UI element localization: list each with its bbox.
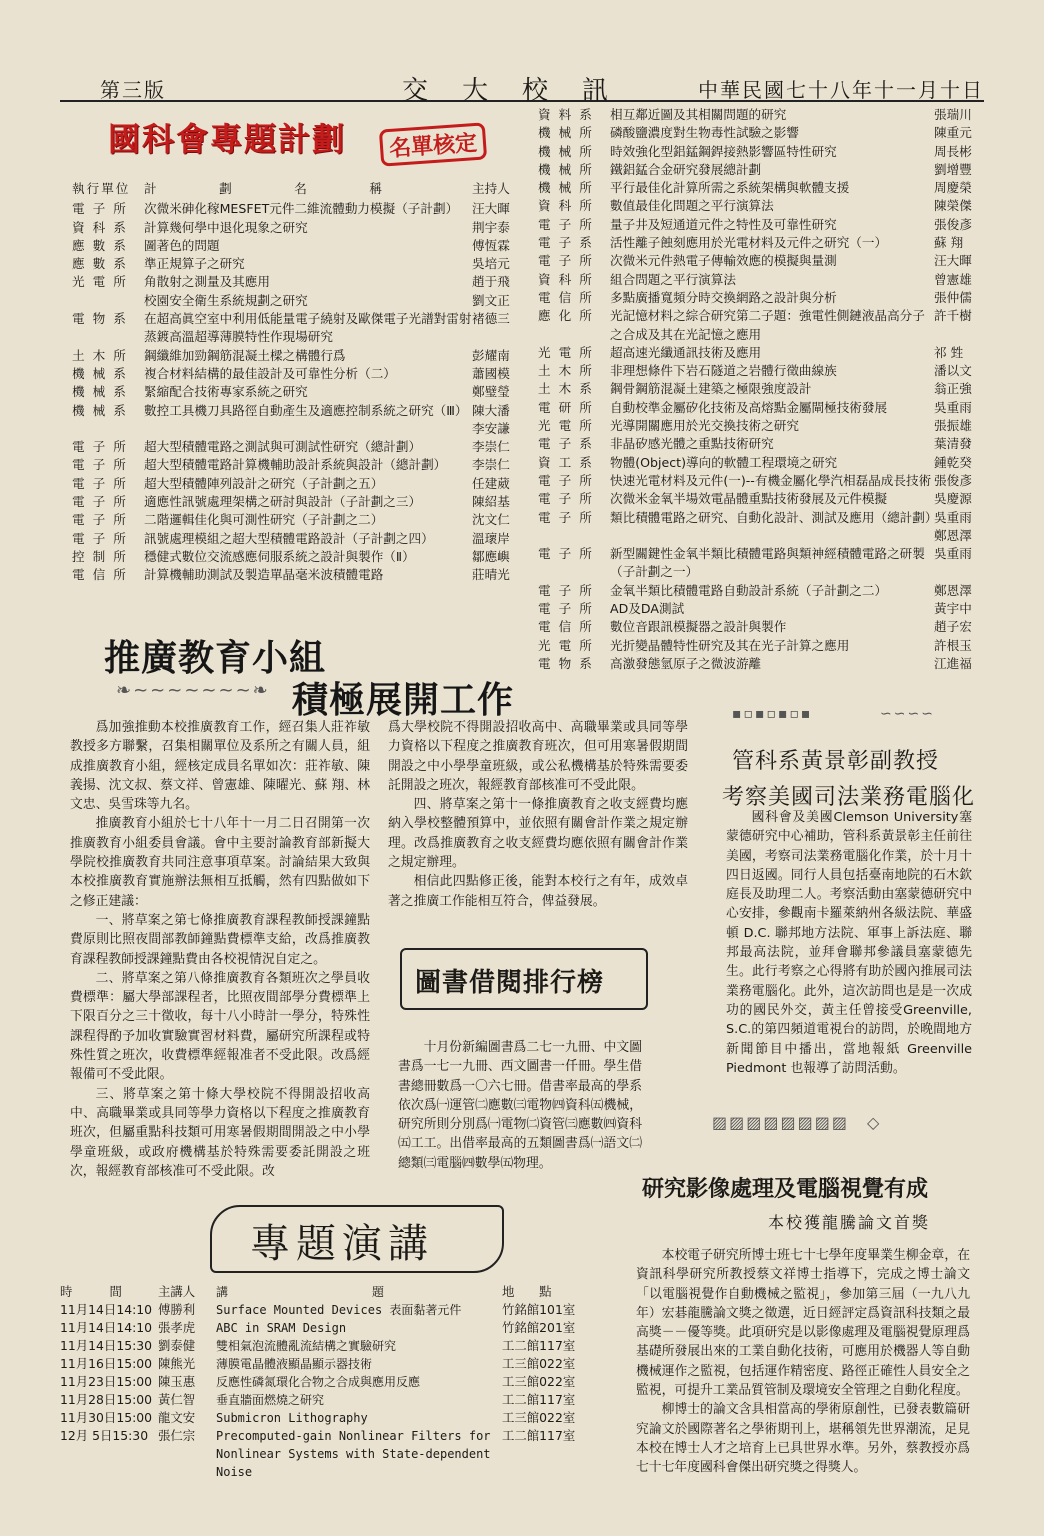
col-head-plan-2: 劃 bbox=[219, 181, 232, 196]
table-row bbox=[538, 307, 986, 344]
plan-cell: 數位音跟訊模擬器之設計與製作 bbox=[610, 619, 787, 635]
unit-cell: 應 數 系 bbox=[72, 237, 128, 253]
unit-cell: 機 械 所 bbox=[538, 161, 594, 177]
table-row bbox=[72, 493, 524, 511]
unit-cell: 資 科 系 bbox=[72, 219, 128, 235]
promo-para: 四、將草案之第十一條推廣教育之收支經費均應納入學校整體預算中，並依照有關會計作業之規定辦理。改爲推廣教育之收支經費均應依照有關會計作業之規定辦理。 bbox=[388, 797, 688, 871]
huang-title-2: 考察美國司法業務電腦化 bbox=[722, 785, 976, 810]
plan-cell: 快速光電材料及元件(一)--有機金屬化學汽相磊晶成長技術 bbox=[610, 472, 932, 488]
pi-cell: 溫瓌岸 bbox=[472, 530, 510, 546]
plan-cell: 鋼骨鋼筋混凝土建築之極限強度設計 bbox=[610, 381, 812, 397]
unit-cell: 機 械 所 bbox=[538, 180, 594, 196]
plan-cell: 角散射之測量及其應用 bbox=[144, 274, 270, 290]
pi-cell: 祁 甡 bbox=[934, 344, 964, 360]
table-row bbox=[72, 548, 524, 566]
col-head-pi: 主持人 bbox=[472, 181, 510, 196]
table-row bbox=[72, 273, 524, 291]
lectures-table bbox=[60, 1283, 588, 1481]
promo-ornament: ❧~~~~~~~❧ bbox=[116, 680, 270, 701]
table-row bbox=[72, 456, 524, 474]
plan-cell: 超大型積體電路之測試與可測試性研究（總計劃） bbox=[144, 439, 422, 455]
image-research-title: 研究影像處理及電腦視覺有成 bbox=[642, 1177, 929, 1202]
pi-cell: 許根玉 bbox=[934, 637, 972, 653]
plan-cell bbox=[144, 420, 472, 438]
lecture-topic: Surface Mounted Devices 表面黏著元件 bbox=[216, 1303, 462, 1317]
unit-cell: 機 械 系 bbox=[72, 402, 128, 418]
col-head-plan-4: 稱 bbox=[369, 181, 382, 196]
table-row bbox=[538, 618, 986, 636]
plan-cell: 非理想條件下岩石隧道之岩體行徵曲線族 bbox=[610, 363, 837, 379]
pi-cell: 鄭恩澤 bbox=[934, 582, 972, 598]
unit-cell: 電 子 所 bbox=[538, 601, 594, 617]
table-row bbox=[538, 454, 986, 472]
col-head-plan-1: 計 bbox=[144, 181, 157, 196]
plan-cell: 在超高眞空室中利用低能量電子繞射及歐傑電子光譜對雷射蒸鍍高溫超導薄膜特性作現場研究 bbox=[144, 311, 472, 345]
nsc-table-left bbox=[72, 180, 524, 585]
table-row bbox=[538, 545, 986, 582]
table-row bbox=[538, 289, 986, 307]
table-row bbox=[538, 490, 986, 508]
unit-cell: 電 子 所 bbox=[72, 439, 128, 455]
pi-cell: 周長彬 bbox=[934, 143, 972, 159]
table-row bbox=[538, 124, 986, 142]
lecture-row bbox=[60, 1427, 588, 1481]
plan-cell: 超大型積體電路計算機輔助設計系統與設計（總計劃） bbox=[144, 457, 447, 473]
plan-cell: 金氧半類比積體電路自動設計系統（子計劃之二） bbox=[610, 582, 888, 598]
lecture-time: 11月14日15:30 bbox=[60, 1338, 153, 1353]
plan-cell: 物體(Object)導向的軟體工程環境之研究 bbox=[610, 454, 838, 470]
nsc-table-header bbox=[72, 180, 524, 198]
table-row bbox=[538, 417, 986, 435]
promo-para: 爲加強推動本校推廣教育工作，經召集人莊祚敏教授多方聯繫，召集相關單位及系所之有關人員，組成推廣教育小組，經核定成員名單如次：莊祚敏、陳義揚、沈文叔、蔡文祥、曾憲雄、陳曜光、蘇 翔、林文忠、吳雪珠等九名。 bbox=[70, 720, 370, 813]
pi-cell: 莊晴光 bbox=[472, 567, 510, 583]
issue-date: 中華民國七十八年十一月十日 bbox=[698, 78, 984, 102]
pi-cell: 陳大潘 bbox=[472, 402, 510, 418]
unit-cell: 土 木 系 bbox=[538, 381, 594, 397]
lecture-time: 11月28日15:00 bbox=[60, 1392, 153, 1407]
pi-cell: 李安謙 bbox=[472, 420, 510, 436]
pi-cell: 沈文仁 bbox=[472, 512, 510, 528]
pi-cell: 曾憲雄 bbox=[934, 271, 972, 287]
lecture-place: 工三館022室 bbox=[502, 1356, 576, 1371]
unit-cell: 電 子 所 bbox=[538, 582, 594, 598]
pi-cell: 汪大暉 bbox=[934, 253, 972, 269]
lecture-place: 工二館117室 bbox=[502, 1428, 576, 1443]
huang-title-1: 管科系黃景彰副教授 bbox=[732, 749, 940, 774]
pi-cell: 陳紹基 bbox=[472, 494, 510, 510]
table-row bbox=[538, 197, 986, 215]
promo-col-1 bbox=[70, 718, 370, 1181]
lecture-place: 工二館117室 bbox=[502, 1338, 576, 1353]
image-research-body bbox=[636, 1246, 970, 1478]
unit-cell: 電 子 所 bbox=[72, 512, 128, 528]
page-header bbox=[60, 70, 984, 106]
lecture-topic: ABC in SRAM Design bbox=[216, 1321, 347, 1335]
table-row bbox=[72, 420, 524, 438]
unit-cell: 機 械 所 bbox=[538, 143, 594, 159]
section-divider: ▨▨▨▨▨▨▨▨ ◇ bbox=[712, 1113, 882, 1132]
pi-cell: 彭耀南 bbox=[472, 347, 510, 363]
plan-cell: 相互鄰近圖及其相關問題的研究 bbox=[610, 107, 787, 122]
unit-cell: 電 子 所 bbox=[72, 457, 128, 473]
unit-cell: 光 電 所 bbox=[538, 344, 594, 360]
table-row bbox=[538, 106, 986, 124]
unit-cell: 電 信 所 bbox=[72, 567, 128, 583]
plan-cell: 光記憶材料之綜合研究第二子題：強電性側鏈液晶高分子之合成及其在光記憶之應用 bbox=[610, 308, 925, 342]
huang-ornament-right: ∽∽∽∽ bbox=[880, 706, 935, 722]
unit-cell: 應 化 所 bbox=[538, 308, 594, 324]
unit-cell: 電 子 所 bbox=[538, 509, 594, 525]
plan-cell: 活性離子蝕刻應用於光電材料及元件之研究（一） bbox=[610, 235, 888, 251]
pi-cell: 李崇仁 bbox=[472, 457, 510, 473]
promo-para: 二、將草案之第八條推廣教育各類班次之學員收費標準：屬大學部課程者，比照夜間部學分費標準上下限百分之三十徵收，每十八小時計一學分，特殊性課程得酌予加收實驗實習材料費，屬研究所課程或特殊性質之班次，收費標準經報准者不受此限。改爲經報備可不受此限。 bbox=[70, 970, 370, 1083]
lecture-time: 11月30日15:00 bbox=[60, 1410, 153, 1425]
pi-cell: 褚德三 bbox=[472, 311, 510, 327]
plan-cell: 複合材料結構的最佳設計及可靠性分析（二） bbox=[144, 365, 396, 381]
plan-cell: 鐵鋁錳合金研究發展總計劃 bbox=[610, 161, 762, 177]
pi-cell: 蘇 翔 bbox=[934, 235, 964, 251]
pi-cell: 潘以文 bbox=[934, 363, 972, 379]
plan-cell: 穩健式數位交流感應伺服系統之設計與製作（Ⅱ） bbox=[144, 548, 415, 564]
lecture-time: 11月14日14:10 bbox=[60, 1302, 153, 1317]
table-row bbox=[72, 475, 524, 493]
unit-cell: 土 木 所 bbox=[538, 363, 594, 379]
plan-cell: 組合問題之平行演算法 bbox=[610, 271, 736, 287]
plan-cell: 超高速光纖通訊技術及應用 bbox=[610, 344, 762, 360]
promo-title-1: 推廣教育小組 bbox=[104, 638, 327, 679]
table-row bbox=[538, 637, 986, 655]
huang-text: 國科會及美國Clemson University塞蒙德研究中心補助，管科系黃景彰主任前往美國，考察司法業務電腦化作業，於十月十四日返國。同行人員包括臺南地院的石木欽庭長及助理二人。考察活動由塞蒙德研究中心安排，參觀南卡羅萊納州各級法院、華盛頓 D.C. 聯邦地方法院、軍事上訴法庭、聯邦最高法院，並拜會聯邦參議員塞蒙德先生。此行考察之心得將有助於國內推展司法業務電腦化。此外，這次訪問也是是一次成功的國民外交，黃主任曾接受Greenville, S.C.的第四頻道電視台的訪問，於晚間地方新聞節目中播出，當地報紙 Greenville Piedmont 也報導了訪問活動。 bbox=[726, 810, 972, 1076]
unit-cell: 電 子 所 bbox=[538, 491, 594, 507]
lecture-row bbox=[60, 1373, 588, 1391]
lecture-time: 11月14日14:10 bbox=[60, 1320, 153, 1335]
library-text: 十月份新編圖書爲二七一九冊、中文圖書爲一七一九冊、西文圖書一仟冊。學生借書總冊數爲一〇六七冊。借書率最高的學系依次爲㈠運管㈡應數㈢電物㈣資科㈤機械，研究所則分別爲㈠電物㈡資管㈢應數㈣資科㈤工工。出借率最高的五類圖書爲㈠語文㈡總類㈢電腦㈣數學㈤物理。 bbox=[398, 1040, 642, 1171]
table-row bbox=[538, 600, 986, 618]
unit-cell: 電 子 所 bbox=[538, 216, 594, 232]
pi-cell: 鄭璧瑩 bbox=[472, 384, 510, 400]
lecture-speaker: 陳玉惠 bbox=[158, 1374, 196, 1389]
table-row bbox=[538, 472, 986, 490]
plan-cell: 鋼纖維加勁鋼筋混凝土樑之構體行爲 bbox=[144, 347, 346, 363]
table-row bbox=[72, 530, 524, 548]
promo-col-2 bbox=[388, 718, 688, 911]
pi-cell: 張俊彥 bbox=[934, 216, 972, 232]
unit-cell: 光 電 所 bbox=[72, 274, 128, 290]
plan-cell: 圖著色的問題 bbox=[144, 237, 220, 253]
head-place: 地 點 bbox=[502, 1284, 552, 1299]
table-row bbox=[538, 161, 986, 179]
table-row bbox=[72, 237, 524, 255]
lecture-topic: 雙相氣泡流體亂流結構之實驗研究 bbox=[216, 1339, 397, 1353]
pi-cell: 吳培元 bbox=[472, 256, 510, 272]
nsc-table-right bbox=[538, 106, 986, 673]
col-head-plan bbox=[144, 180, 472, 198]
table-row bbox=[72, 438, 524, 456]
plan-cell: 次微米元件熱電子傳輸效應的模擬與量測 bbox=[610, 253, 837, 269]
lecture-speaker: 龍文安 bbox=[158, 1410, 196, 1425]
unit-cell bbox=[72, 292, 144, 310]
lecture-speaker: 張仁宗 bbox=[158, 1428, 196, 1443]
pi-cell: 吳重雨 bbox=[934, 546, 972, 562]
pi-cell: 黃宇中 bbox=[934, 601, 972, 617]
unit-cell bbox=[72, 420, 144, 438]
table-row bbox=[538, 179, 986, 197]
pi-cell: 張瑞川 bbox=[934, 107, 972, 122]
col-head-unit: 執行單位 bbox=[72, 181, 131, 196]
table-row bbox=[538, 435, 986, 453]
lecture-speaker: 劉泰健 bbox=[158, 1338, 196, 1353]
image-research-para: 柳博士的論文含具相當高的學術原創性，已發表數篇研究論文於國際著名之學術期刊上，堪稱領先世界潮流，足見本校在博士人才之培育上已具世界水準。另外，蔡教授亦爲七十七年度國科會傑出研究獎之得獎人。 bbox=[636, 1402, 970, 1476]
plan-cell: 準正規算子之研究 bbox=[144, 256, 245, 272]
table-row bbox=[72, 310, 524, 347]
pi-cell: 葉清發 bbox=[934, 436, 972, 452]
table-row bbox=[538, 252, 986, 270]
unit-cell: 電 物 系 bbox=[538, 655, 594, 671]
lecture-topic: 薄膜電晶體液顯晶顯示器技術 bbox=[216, 1357, 373, 1371]
lectures-title: 專題演講 bbox=[250, 1221, 434, 1267]
plan-cell: 數值最佳化問題之平行演算法 bbox=[610, 198, 774, 214]
pi-cell: 趙于飛 bbox=[472, 274, 510, 290]
promo-para: 一、將草案之第七條推廣教育課程教師授課鐘點費原則比照夜間部教師鐘點費標準支給，改爲推廣教育課程教師授課鐘點費由各校視情況自定之。 bbox=[70, 912, 370, 967]
plan-cell: 光導開關應用於光交換技術之研究 bbox=[610, 418, 799, 434]
unit-cell: 機 械 系 bbox=[72, 365, 128, 381]
plan-cell: 計算幾何學中退化現象之研究 bbox=[144, 219, 308, 235]
head-time: 時 間 bbox=[60, 1284, 122, 1299]
unit-cell: 土 木 所 bbox=[72, 347, 128, 363]
lecture-place: 工三館022室 bbox=[502, 1374, 576, 1389]
unit-cell: 資 料 系 bbox=[538, 107, 594, 122]
pi-cell: 吳慶源 bbox=[934, 491, 972, 507]
unit-cell: 資 工 系 bbox=[538, 454, 594, 470]
unit-cell: 電 信 所 bbox=[538, 289, 594, 305]
pi-cell: 翁正強 bbox=[934, 381, 972, 397]
plan-cell bbox=[610, 527, 934, 545]
unit-cell: 光 電 所 bbox=[538, 418, 594, 434]
table-row bbox=[72, 219, 524, 237]
plan-cell: AD及DA測試 bbox=[610, 601, 685, 617]
lecture-place: 竹銘館201室 bbox=[502, 1320, 576, 1335]
table-row bbox=[72, 292, 524, 310]
table-row bbox=[538, 143, 986, 161]
plan-cell: 光折變晶體特性研究及其在光子計算之應用 bbox=[610, 637, 850, 653]
lecture-place: 竹銘館101室 bbox=[502, 1302, 576, 1317]
library-title: 圖書借閱排行榜 bbox=[415, 968, 605, 998]
plan-cell: 緊縮配合技術專家系統之研究 bbox=[144, 384, 308, 400]
pi-cell: 吳重雨 bbox=[934, 509, 972, 525]
pi-cell: 陳重元 bbox=[934, 125, 972, 141]
pi-cell: 李崇仁 bbox=[472, 439, 510, 455]
head-topic: 講 題 bbox=[216, 1285, 385, 1299]
lecture-speaker: 黃仁智 bbox=[158, 1392, 196, 1407]
plan-cell: 磷酸鹽濃度對生物毒性試驗之影響 bbox=[610, 125, 799, 141]
table-row bbox=[72, 383, 524, 401]
lecture-speaker: 張孝虎 bbox=[158, 1320, 196, 1335]
promo-para: 三、將草案之第十條大學校院不得開設招收高中、高職畢業或具同等學力資格以下程度之推廣教育班次，但屬重點科技類可用寒暑假期間開設之中小學學童班級，或政府機構基於特殊需要委託開設之班次，報經教育部核准可不受此限。改 bbox=[70, 1086, 370, 1179]
library-body bbox=[398, 1038, 642, 1173]
unit-cell: 資 科 所 bbox=[538, 271, 594, 287]
table-row bbox=[538, 509, 986, 527]
unit-cell: 電 物 系 bbox=[72, 311, 128, 327]
table-row bbox=[538, 271, 986, 289]
lecture-row bbox=[60, 1391, 588, 1409]
lecture-time: 12月 5日15:30 bbox=[60, 1428, 149, 1443]
pi-cell: 陳榮傑 bbox=[934, 198, 972, 214]
promo-para: 相信此四點修正後，能對本校行之有年，成效卓著之推廣工作能相互符合，俾益發展。 bbox=[388, 874, 688, 909]
table-row bbox=[72, 566, 524, 584]
pi-cell: 鄭恩澤 bbox=[934, 527, 972, 543]
lecture-topic: 反應性磷氮環化合物之合成與應用反應 bbox=[216, 1375, 421, 1389]
plan-cell: 校園安全衛生系統規劃之研究 bbox=[144, 292, 308, 308]
plan-cell: 自動校準金屬矽化技術及高熔點金屬閘極技術發展 bbox=[610, 399, 888, 415]
image-research-para: 本校電子研究所博士班七十七學年度畢業生柳金章，在資訊科學研究所教授蔡文祥博士指導下，完成之博士論文「以電腦視覺作自動機械之監視」，參加第三屆（一九八九年）宏碁龍騰論文獎之徵選，近日經評定爲資訊科技類之最高獎－－優等獎。此項研究是以影像處理及電腦視覺原理爲基礎所發展出來的工業自動化技術，可應用於機器人等自動機械運作之監視，包括運作精密度、路徑正確性人員安全之監視，可提升工業品質管制及環境安全管理之自動化程度。 bbox=[636, 1248, 970, 1399]
table-row bbox=[538, 362, 986, 380]
plan-cell: 量子井及短通道元件之特性及可靠性研究 bbox=[610, 216, 837, 232]
plan-cell: 時效強化型鋁錳鋼銲接熱影響區特性研究 bbox=[610, 143, 837, 159]
promo-para: 推廣教育小組於七十八年十一月二日召開第一次推廣教育小組委員會議。會中主要討論教育部新擬大學院校推廣教育共同注意事項草案。討論結果大致與本校推廣教育實施辦法無相互抵觸，然有四點做如下之修正建議： bbox=[70, 816, 370, 909]
unit-cell: 電 子 所 bbox=[538, 546, 594, 562]
plan-cell: 數控工具機刀具路徑自動產生及適應控制系統之研究（Ⅲ） bbox=[144, 402, 468, 418]
plan-cell: 適應性訊號處理架構之研討與設計（子計劃之三） bbox=[144, 494, 422, 510]
pi-cell: 江進福 bbox=[934, 655, 972, 671]
pi-cell: 鄒應嶼 bbox=[472, 548, 510, 564]
table-row bbox=[538, 380, 986, 398]
lecture-row bbox=[60, 1301, 588, 1319]
lecture-topic: Precomputed-gain Nonlinear Filters for Nonlinear Systems with State-dependent Noise bbox=[216, 1429, 491, 1479]
pi-cell: 鍾乾癸 bbox=[934, 454, 972, 470]
lecture-time: 11月23日15:00 bbox=[60, 1374, 153, 1389]
unit-cell: 光 電 所 bbox=[538, 637, 594, 653]
pi-cell: 汪大暉 bbox=[472, 201, 510, 217]
pi-cell: 周慶榮 bbox=[934, 180, 972, 196]
table-row bbox=[72, 255, 524, 273]
plan-cell: 超大型積體陣列設計之研究（子計劃之五） bbox=[144, 475, 384, 491]
unit-cell: 機 械 所 bbox=[538, 125, 594, 141]
pi-cell: 趙子宏 bbox=[934, 619, 972, 635]
table-row bbox=[72, 402, 524, 420]
plan-cell: 訊號處理模組之超大型積體電路設計（子計劃之四） bbox=[144, 530, 434, 546]
lectures-header bbox=[60, 1283, 588, 1301]
lecture-topic: Submicron Lithography bbox=[216, 1411, 368, 1425]
table-row bbox=[538, 399, 986, 417]
pi-cell: 荆宇泰 bbox=[472, 219, 510, 235]
unit-cell: 電 研 所 bbox=[538, 399, 594, 415]
plan-cell: 非晶矽感光體之重點技術研究 bbox=[610, 436, 774, 452]
unit-cell: 應 數 系 bbox=[72, 256, 128, 272]
lecture-row bbox=[60, 1319, 588, 1337]
lecture-row bbox=[60, 1337, 588, 1355]
nsc-title: 國科會專題計劃 bbox=[108, 120, 347, 158]
lecture-speaker: 傅勝利 bbox=[158, 1302, 196, 1317]
unit-cell: 電 信 所 bbox=[538, 619, 594, 635]
unit-cell: 電 子 系 bbox=[538, 235, 594, 251]
unit-cell: 機 械 系 bbox=[72, 384, 128, 400]
plan-cell: 新型關鍵性金氧半類比積體電路與類神經積體電路之研製（子計劃之一） bbox=[610, 546, 925, 580]
plan-cell: 類比積體電路之研究、自動化設計、測試及應用（總計劃） bbox=[610, 509, 938, 525]
lecture-row bbox=[60, 1409, 588, 1427]
table-row bbox=[538, 234, 986, 252]
pi-cell: 任建葳 bbox=[472, 475, 510, 491]
huang-body bbox=[726, 808, 972, 1078]
lecture-place: 工三館022室 bbox=[502, 1410, 576, 1425]
head-speaker: 主講人 bbox=[158, 1284, 196, 1299]
pi-cell: 張仲儒 bbox=[934, 289, 972, 305]
table-row bbox=[538, 582, 986, 600]
nsc-approved-stamp bbox=[380, 126, 486, 163]
table-row bbox=[538, 344, 986, 362]
lecture-time: 11月16日15:00 bbox=[60, 1356, 153, 1371]
unit-cell: 電 子 所 bbox=[72, 475, 128, 491]
unit-cell: 電 子 系 bbox=[538, 436, 594, 452]
unit-cell: 電 子 所 bbox=[72, 201, 128, 217]
plan-cell: 二階邏輯佳化與可測性研究（子計劃之二） bbox=[144, 512, 384, 528]
approved-stamp-label: 名單核定 bbox=[379, 122, 487, 166]
table-row bbox=[72, 365, 524, 383]
promo-para: 爲大學校院不得開設招收高中、高職畢業或具同等學力資格以下程度之推廣教育班次，但可用寒暑假期間開設之中小學學童班級，或公私機構基於特殊需要委託開設之班次，報經教育部核准可不受此限。 bbox=[388, 720, 688, 793]
pi-cell: 張俊彥 bbox=[934, 472, 972, 488]
table-row bbox=[72, 200, 524, 218]
pi-cell: 張振雄 bbox=[934, 418, 972, 434]
unit-cell: 資 科 所 bbox=[538, 198, 594, 214]
pi-cell: 蕭國模 bbox=[472, 365, 510, 381]
unit-cell bbox=[538, 527, 610, 545]
table-row bbox=[538, 527, 986, 545]
table-row bbox=[72, 511, 524, 529]
table-row bbox=[538, 216, 986, 234]
pi-cell: 吳重雨 bbox=[934, 399, 972, 415]
huang-ornament-left: ▪▫▪▫▪▫▪ bbox=[732, 706, 813, 722]
plan-cell: 次微米砷化稼MESFET元件二維流體動力模擬（子計劃） bbox=[144, 201, 459, 217]
pi-cell: 傅恆霖 bbox=[472, 237, 510, 253]
plan-cell: 次微米金氧半場效電晶體重點技術發展及元件模擬 bbox=[610, 491, 888, 507]
pi-cell: 劉增豐 bbox=[934, 161, 972, 177]
table-row bbox=[72, 347, 524, 365]
pi-cell: 許千樹 bbox=[934, 308, 972, 324]
lecture-speaker: 陳熊光 bbox=[158, 1356, 196, 1371]
unit-cell: 電 子 所 bbox=[538, 253, 594, 269]
edition-label: 第三版 bbox=[100, 78, 166, 102]
col-head-plan-3: 名 bbox=[294, 181, 307, 196]
unit-cell: 電 子 所 bbox=[72, 530, 128, 546]
lecture-place: 工二館117室 bbox=[502, 1392, 576, 1407]
lecture-topic: 垂直牆面燃燒之研究 bbox=[216, 1393, 325, 1407]
promo-title-2: 積極展開工作 bbox=[292, 680, 515, 721]
image-research-subtitle: 本校獲龍騰論文首獎 bbox=[768, 1213, 931, 1232]
pi-cell: 劉文正 bbox=[472, 292, 510, 308]
plan-cell: 平行最佳化計算所需之系統架構與軟體支援 bbox=[610, 180, 850, 196]
unit-cell: 電 子 所 bbox=[72, 494, 128, 510]
lecture-row bbox=[60, 1355, 588, 1373]
plan-cell: 計算機輔助測試及製造單晶毫米波積體電路 bbox=[144, 567, 384, 583]
unit-cell: 控 制 所 bbox=[72, 548, 128, 564]
unit-cell: 電 子 所 bbox=[538, 472, 594, 488]
masthead-title: 交大校訊 bbox=[401, 76, 642, 106]
table-row bbox=[538, 655, 986, 673]
plan-cell: 高激發態氫原子之微波游離 bbox=[610, 655, 762, 671]
plan-cell: 多點廣播寬頻分時交換網路之設計與分析 bbox=[610, 289, 837, 305]
